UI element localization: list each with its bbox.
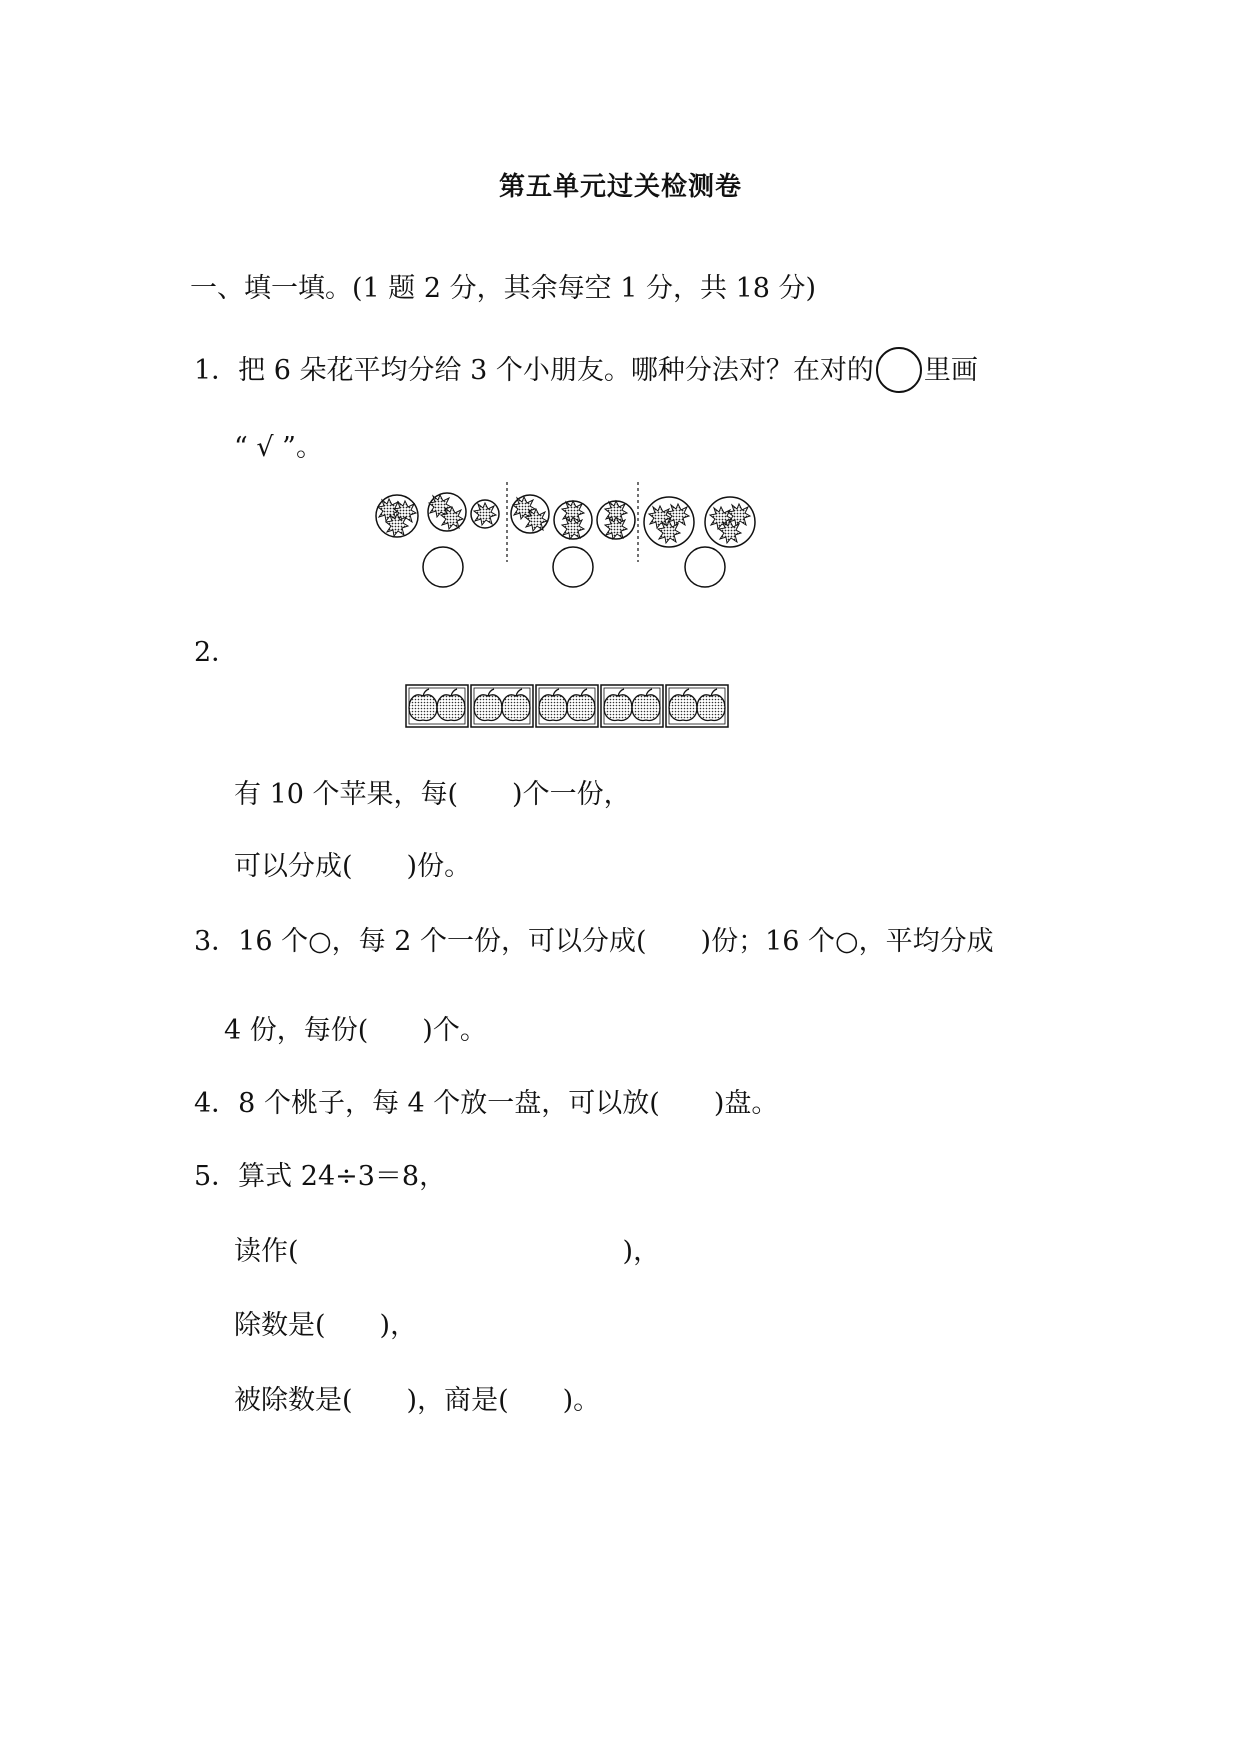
apple-box-5 (666, 685, 728, 727)
question-5-line-1: 5．算式 24÷3＝8， (194, 1161, 447, 1192)
answer-circle-option-2 (553, 547, 593, 587)
question-5-line-4: 被除数是( )，商是( )。 (234, 1385, 601, 1416)
question-1-text-after: 里画 (923, 355, 978, 386)
question-4: 4．8 个桃子，每 4 个放一盘，可以放( )盘。 (194, 1088, 779, 1119)
flowers-figure (370, 482, 770, 592)
answer-circle-option-3 (685, 547, 725, 587)
question-2-number: 2． (194, 637, 239, 668)
section-heading: 一、填一填。(1 题 2 分，其余每空 1 分，共 18 分) (190, 273, 817, 304)
question-5-line-3: 除数是( )， (234, 1310, 418, 1341)
apple-box-2 (471, 685, 533, 727)
question-5-line-2: 读作( )， (234, 1236, 661, 1267)
answer-circle-option-1 (423, 547, 463, 587)
option-1-plates (376, 493, 499, 537)
option-3-plates (644, 497, 755, 547)
question-2-line-2: 可以分成( )份。 (234, 851, 472, 882)
option-2-plates (511, 495, 635, 539)
apple-box-4 (601, 685, 663, 727)
answer-circle-icon (876, 347, 922, 393)
question-3-line-2: 4 份，每份( )个。 (224, 1015, 487, 1046)
apple-box-3 (536, 685, 598, 727)
question-1-line-2: “ √ ”。 (234, 432, 323, 463)
question-1 (194, 347, 978, 393)
page-title: 第五单元过关检测卷 (498, 172, 742, 202)
question-1-text: 1．把 6 朵花平均分给 3 个小朋友。哪种分法对？在对的 (194, 355, 874, 386)
apple-box-1 (406, 685, 468, 727)
question-2-line-1: 有 10 个苹果，每( )个一份， (234, 779, 631, 810)
apples-figure (405, 684, 730, 730)
question-3-line-1: 3．16 个○，每 2 个一份，可以分成( )份；16 个○，平均分成 (194, 926, 994, 957)
